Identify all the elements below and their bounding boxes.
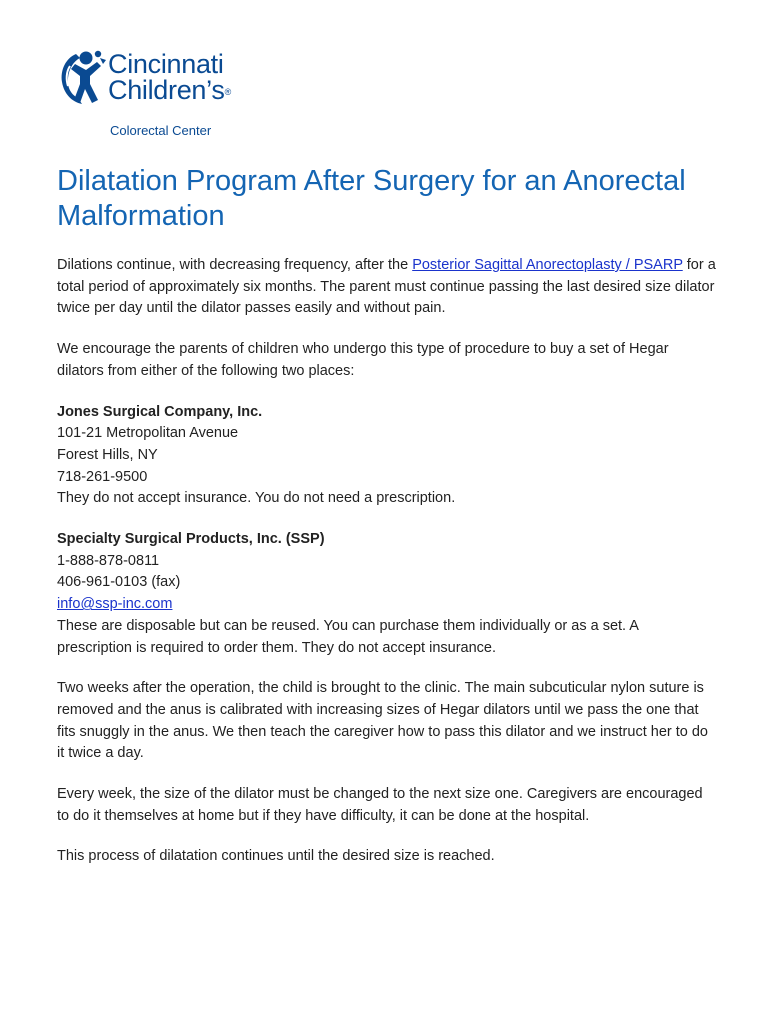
every-week-paragraph: Every week, the size of the dilator must be changed to the next size one. Caregivers are encouraged to do it themselves at home but if they have difficulty, it can be done at the hospital.	[57, 786, 703, 824]
vendor-address: 101-21 Metropolitan Avenue	[57, 425, 239, 442]
logo-text-line2-main: Children’s	[108, 75, 225, 105]
document-body	[57, 255, 717, 887]
encourage-paragraph: We encourage the parents of children who undergo this type of procedure to buy a set of Hegar dilators from either of the following two places:	[57, 341, 669, 379]
vendor-phone: 1-888-878-0811	[57, 552, 160, 569]
childrens-figure-icon	[56, 48, 112, 106]
logo-text-line2	[108, 76, 231, 104]
logo-subtitle: Colorectal Center	[110, 123, 212, 138]
vendor-fax: 406-961-0103 (fax)	[57, 574, 181, 591]
vendor-name: Jones Surgical Company, Inc.	[57, 403, 263, 420]
vendor-name: Specialty Surgical Products, Inc. (SSP)	[57, 531, 325, 548]
process-paragraph: This process of dilatation continues until the desired size is reached.	[57, 848, 495, 865]
vendor-note: They do not accept insurance. You do not need a prescription.	[57, 490, 456, 507]
vendor-phone: 718-261-9500	[57, 468, 148, 485]
vendor-email-link[interactable]: info@ssp-inc.com	[57, 596, 173, 613]
cincinnati-childrens-logo	[56, 44, 276, 144]
page-title: Dilatation Program After Surgery for an Anorectal Malformation	[57, 165, 686, 232]
vendor-ssp	[57, 529, 717, 659]
intro-paragraph	[57, 255, 717, 320]
intro-text-after: for a total period of approximately six months. The parent must continue passing the last desired size dilator twice per day until the dilator passes easily and without pain.	[57, 257, 716, 317]
vendor-city: Forest Hills, NY	[57, 446, 158, 463]
two-weeks-paragraph: Two weeks after the operation, the child is brought to the clinic. The main subcuticular nylon suture is removed and the anus is calibrated with increasing sizes of Hegar dilators until we pass the one that fits snuggly in the anus. We then teach the caregiver how to pass this dilator and we instruct her to do it twice a day.	[57, 680, 708, 762]
vendor-note: These are disposable but can be reused. You can purchase them individually or as a set. A prescription is required to order them. They do not accept insurance.	[57, 617, 639, 656]
registered-mark: ®	[224, 87, 231, 97]
psarp-link[interactable]: Posterior Sagittal Anorectoplasty / PSARP	[412, 257, 683, 273]
logo-text-line1: Cincinnati	[108, 49, 224, 79]
intro-text-before: Dilations continue, with decreasing frequency, after the	[57, 257, 413, 273]
vendor-jones	[57, 402, 717, 511]
